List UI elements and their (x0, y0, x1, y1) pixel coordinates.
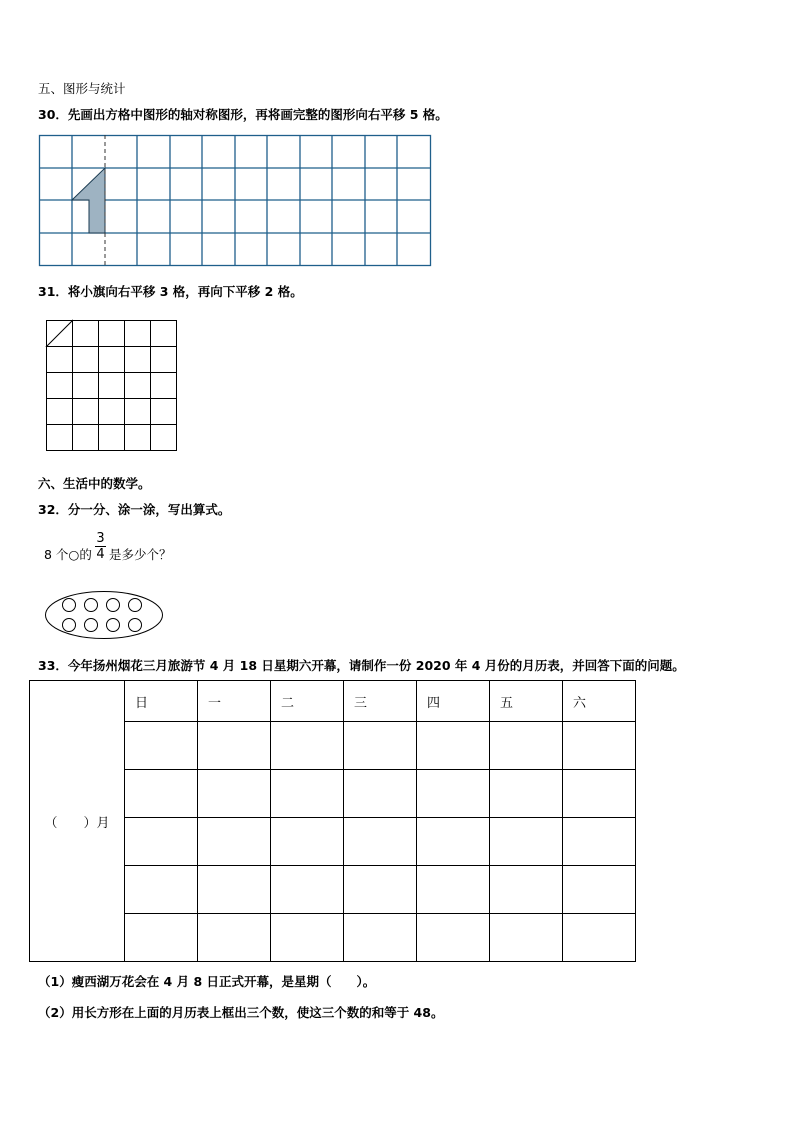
circle-icon (129, 599, 142, 612)
calendar-cell[interactable] (490, 914, 563, 962)
calendar-cell[interactable] (198, 818, 271, 866)
calendar-cell[interactable] (344, 866, 417, 914)
calendar-cell[interactable] (490, 818, 563, 866)
calendar-cell[interactable] (271, 770, 344, 818)
circle-icon (63, 619, 76, 632)
calendar-cell[interactable] (198, 914, 271, 962)
circle-icon (107, 619, 120, 632)
calendar-cell[interactable] (563, 818, 636, 866)
circle-icon (85, 619, 98, 632)
fraction-numerator: 3 (96, 531, 105, 546)
question-33-part-2: （2）用长方形在上面的月历表上框出三个数，使这三个数的和等于 48。 (38, 1005, 444, 1020)
weekday-mon: 一 (198, 681, 271, 722)
calendar-cell[interactable] (344, 818, 417, 866)
circle-icon (129, 619, 142, 632)
circle-icon (85, 599, 98, 612)
calendar-cell[interactable] (125, 914, 198, 962)
calendar-cell[interactable] (490, 770, 563, 818)
weekday-fri: 五 (490, 681, 563, 722)
calendar-cell[interactable] (417, 818, 490, 866)
weekday-wed: 三 (344, 681, 417, 722)
calendar-cell[interactable] (417, 914, 490, 962)
calendar-cell[interactable] (563, 866, 636, 914)
weekday-thu: 四 (417, 681, 490, 722)
question-33-part-1: （1）瘦西湖万花会在 4 月 8 日正式开幕，是星期（ ）。 (38, 974, 376, 989)
q31-grid (46, 320, 177, 451)
calendar-cell[interactable] (490, 722, 563, 770)
calendar-cell[interactable] (417, 722, 490, 770)
q32-suffix: 是多少个？ (109, 547, 172, 562)
question-32: 32．分一分、涂一涂，写出算式。 (38, 502, 231, 517)
question-33: 33．今年扬州烟花三月旅游节 4 月 18 日星期六开幕，请制作一份 2020 年 4 月份的月历表，并回答下面的问题。 (38, 658, 685, 673)
flag-icon (47, 321, 73, 347)
fraction-denominator: 4 (96, 547, 105, 562)
calendar-cell[interactable] (125, 722, 198, 770)
calendar-cell[interactable] (271, 866, 344, 914)
question-31: 31．将小旗向右平移 3 格，再向下平移 2 格。 (38, 284, 303, 299)
calendar-cell[interactable] (125, 770, 198, 818)
weekday-sun: 日 (125, 681, 198, 722)
calendar-cell[interactable] (198, 770, 271, 818)
circle-icon (63, 599, 76, 612)
calendar-cell[interactable] (271, 722, 344, 770)
weekday-tue: 二 (271, 681, 344, 722)
calendar-cell[interactable] (198, 866, 271, 914)
calendar-cell[interactable] (417, 866, 490, 914)
section-6-title: 六、生活中的数学。 (38, 476, 151, 491)
calendar-cell[interactable] (563, 722, 636, 770)
calendar-cell[interactable] (198, 722, 271, 770)
calendar-cell[interactable] (563, 914, 636, 962)
q30-shape (72, 168, 105, 233)
calendar-cell[interactable] (344, 914, 417, 962)
calendar-cell[interactable] (563, 770, 636, 818)
calendar-cell[interactable] (490, 866, 563, 914)
weekday-sat: 六 (563, 681, 636, 722)
q32-prefix: 8 个○的 (44, 547, 92, 562)
circle-icon (107, 599, 120, 612)
calendar-cell[interactable] (417, 770, 490, 818)
calendar-cell[interactable] (271, 818, 344, 866)
circles-ellipse (44, 590, 164, 640)
calendar-cell[interactable] (125, 866, 198, 914)
calendar-cell[interactable] (125, 818, 198, 866)
calendar-cell[interactable] (344, 770, 417, 818)
fraction-three-quarters (95, 531, 106, 562)
calendar-table (29, 680, 636, 962)
calendar-cell[interactable] (271, 914, 344, 962)
q30-grid (39, 135, 431, 266)
question-30: 30．先画出方格中图形的轴对称图形，再将画完整的图形向右平移 5 格。 (38, 107, 448, 122)
section-5-title: 五、图形与统计 (38, 81, 126, 96)
calendar-month-label: （ ）月 (30, 681, 125, 962)
calendar-cell[interactable] (344, 722, 417, 770)
